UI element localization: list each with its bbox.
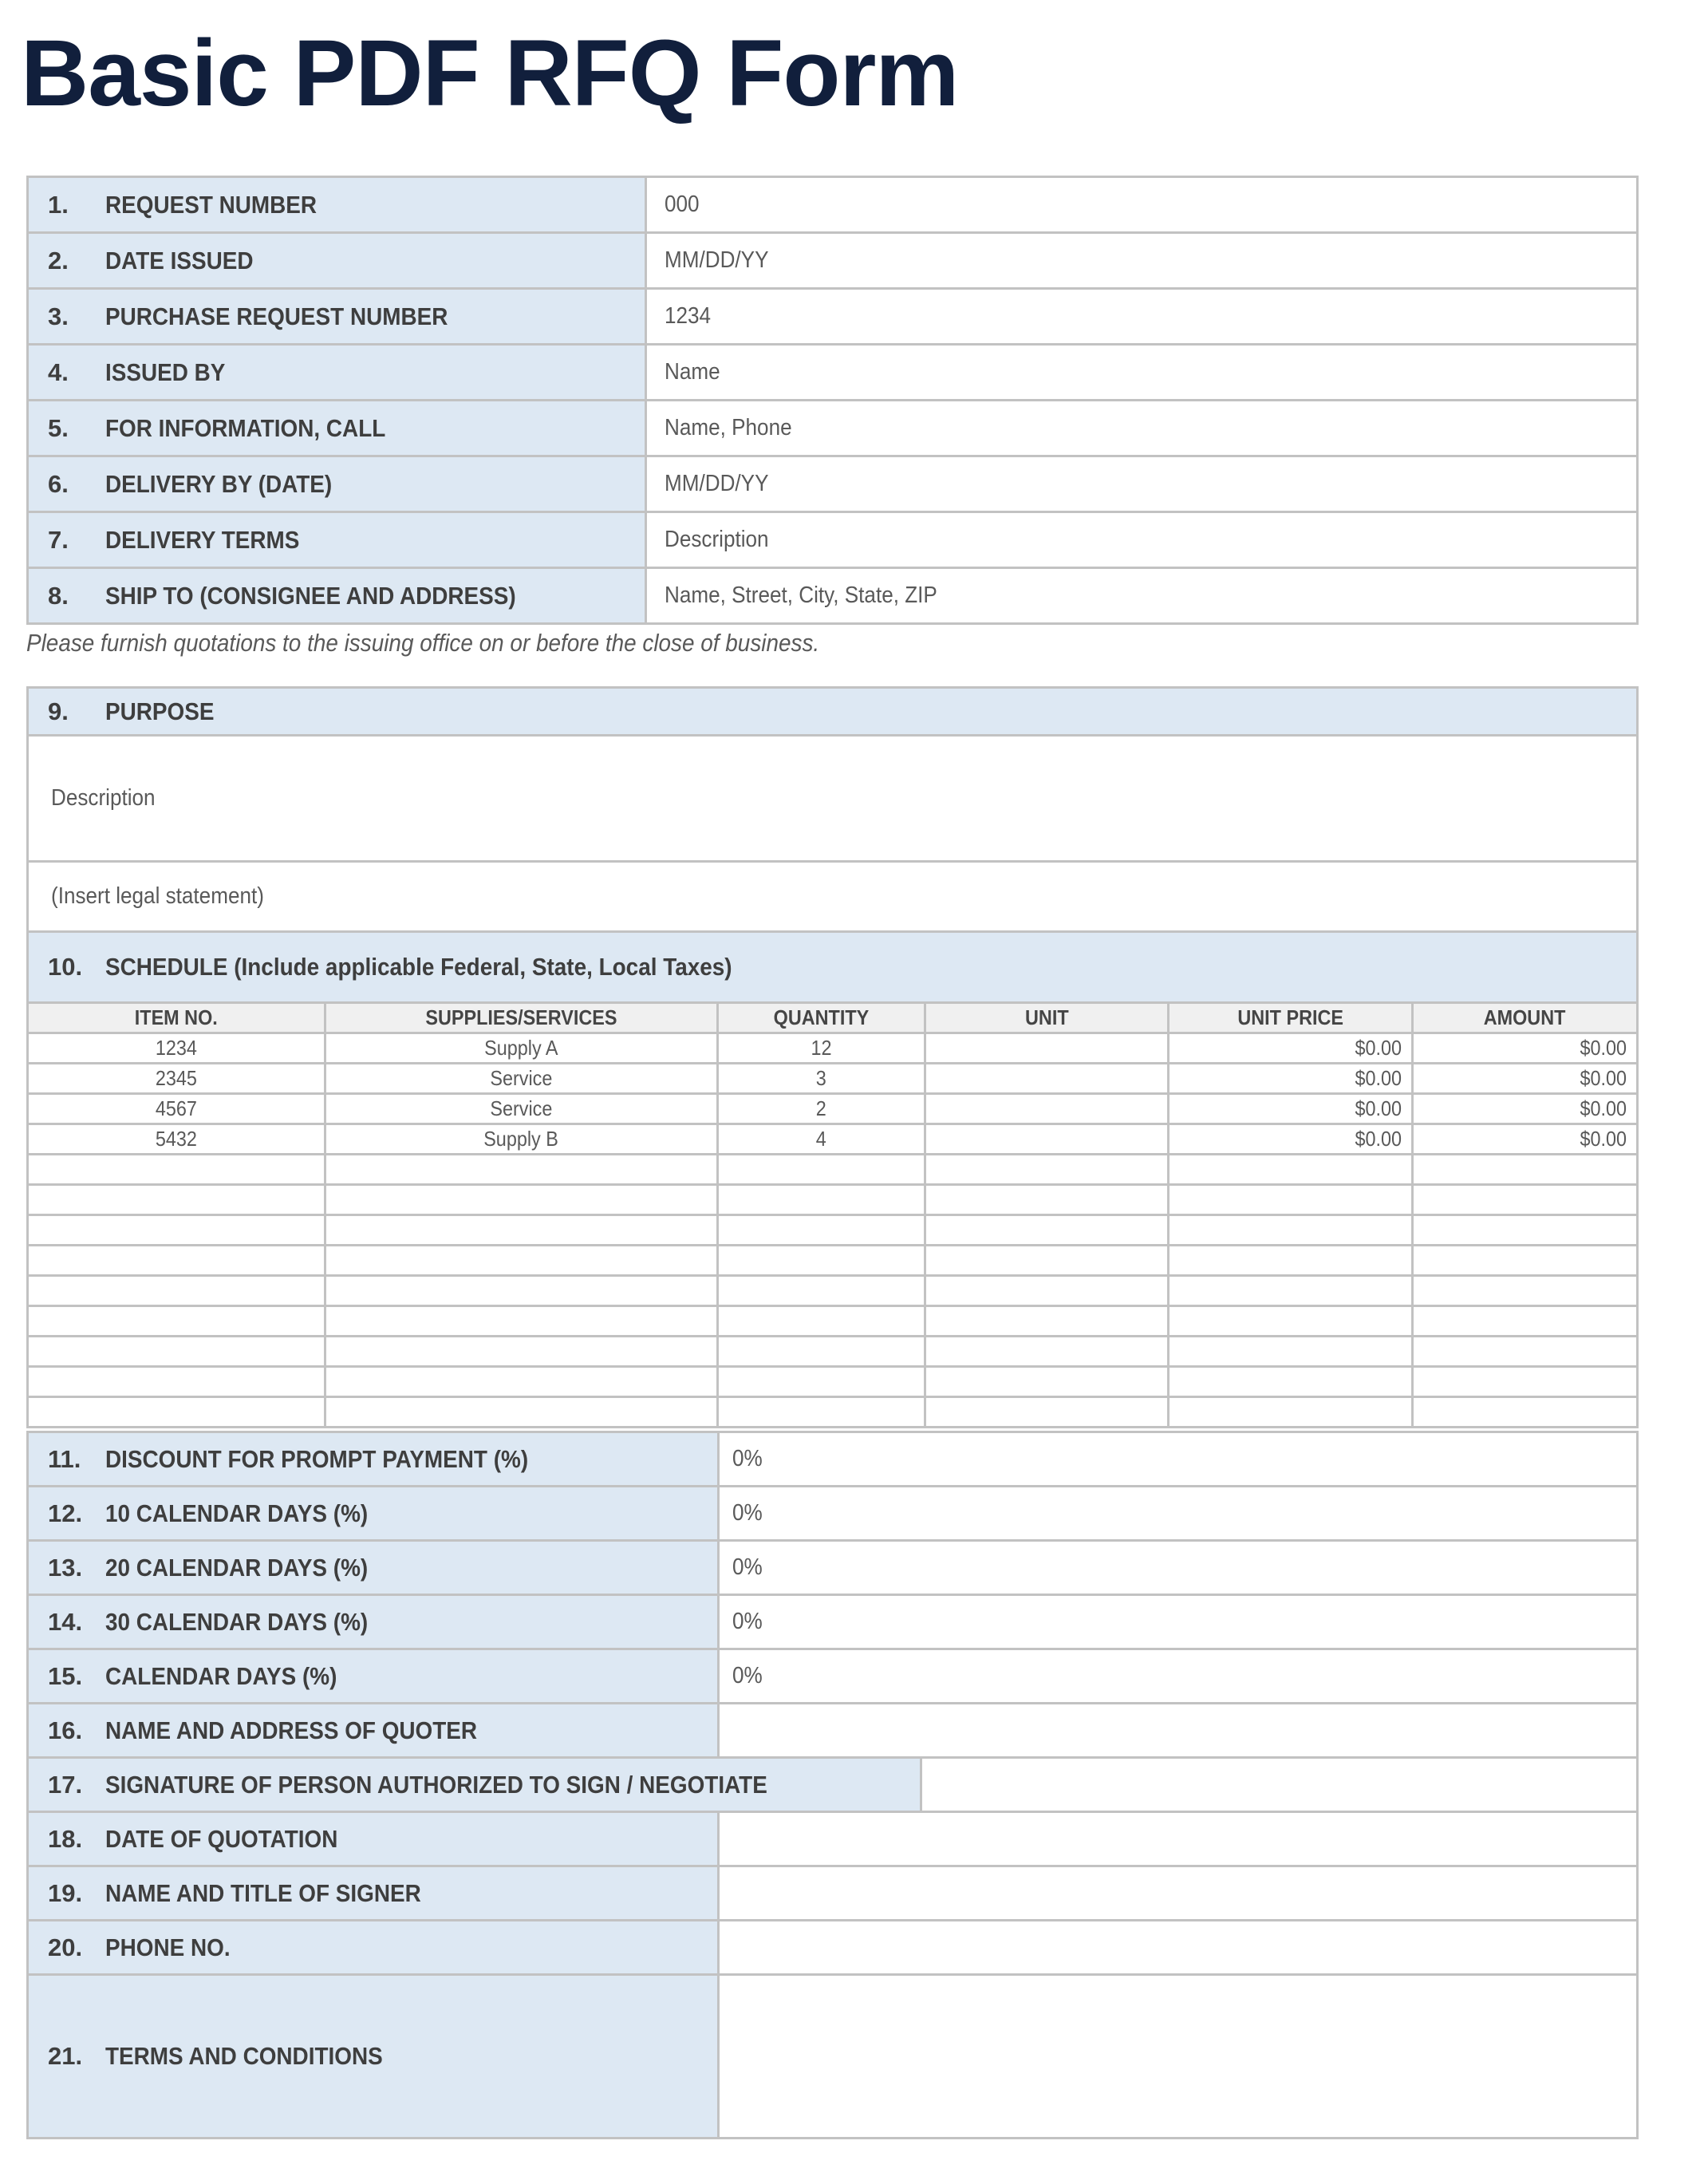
schedule-cell-quantity[interactable]: 12 [718, 1033, 925, 1064]
info-row [28, 401, 1638, 456]
column-header-unit-price: UNIT PRICE [1169, 1003, 1413, 1033]
column-header-supplies-services: SUPPLIES/SERVICES [325, 1003, 718, 1033]
purpose-description-row [28, 736, 1638, 862]
row-number: 7. [48, 525, 69, 554]
row-number: 1. [48, 190, 69, 219]
field-label: 17. SIGNATURE OF PERSON AUTHORIZED TO SIGN / NEGOTIATE [28, 1758, 921, 1812]
field-value[interactable]: Name [646, 345, 1638, 401]
schedule-empty-row [28, 1337, 1638, 1367]
page-title: Basic PDF RFQ Form [21, 21, 959, 126]
field-value[interactable]: 0% [719, 1541, 1638, 1595]
field-label: 13. 20 CALENDAR DAYS (%) [28, 1541, 719, 1595]
field-label: 11. DISCOUNT FOR PROMPT PAYMENT (%) [28, 1432, 719, 1487]
field-value[interactable]: Description [646, 512, 1638, 568]
schedule-cell-unit-price[interactable]: $0.00 [1169, 1033, 1413, 1064]
schedule-cell-unit[interactable] [925, 1033, 1169, 1064]
row-number: 19. [48, 1878, 83, 1907]
schedule-cell-unit[interactable] [925, 1094, 1169, 1124]
field-label: 5. FOR INFORMATION, CALL [28, 401, 646, 456]
schedule-row [28, 1064, 1638, 1094]
detail-row [28, 1921, 1638, 1975]
row-number: 15. [48, 1661, 83, 1690]
info-row [28, 345, 1638, 401]
schedule-row [28, 1124, 1638, 1155]
column-header-item-no: ITEM NO. [28, 1003, 325, 1033]
column-header-quantity: QUANTITY [718, 1003, 925, 1033]
field-label: 19. NAME AND TITLE OF SIGNER [28, 1866, 719, 1921]
schedule-empty-row [28, 1276, 1638, 1306]
field-label: 1. REQUEST NUMBER [28, 177, 646, 233]
schedule-cell-amount[interactable]: $0.00 [1413, 1124, 1638, 1155]
info-row [28, 512, 1638, 568]
field-label: 7. DELIVERY TERMS [28, 512, 646, 568]
field-label: 6. DELIVERY BY (DATE) [28, 456, 646, 512]
field-value[interactable]: 0% [719, 1432, 1638, 1487]
info-row [28, 456, 1638, 512]
row-number: 3. [48, 302, 69, 330]
detail-row [28, 1649, 1638, 1704]
row-number: 17. [48, 1770, 83, 1799]
purpose-table [26, 686, 1639, 1004]
field-label: 14. 30 CALENDAR DAYS (%) [28, 1595, 719, 1649]
field-value[interactable]: 0% [719, 1595, 1638, 1649]
field-value[interactable]: Name, Street, City, State, ZIP [646, 568, 1638, 624]
detail-table [26, 1431, 1639, 2139]
field-label: 4. ISSUED BY [28, 345, 646, 401]
field-value[interactable] [719, 1866, 1638, 1921]
row-number: 14. [48, 1607, 83, 1636]
row-number: 16. [48, 1716, 83, 1744]
row-number: 18. [48, 1824, 83, 1853]
schedule-cell-quantity[interactable]: 2 [718, 1094, 925, 1124]
schedule-header-row [28, 932, 1638, 1003]
schedule-cell-amount[interactable]: $0.00 [1413, 1064, 1638, 1094]
schedule-cell-amount[interactable]: $0.00 [1413, 1094, 1638, 1124]
field-label: 3. PURCHASE REQUEST NUMBER [28, 289, 646, 345]
schedule-empty-row [28, 1246, 1638, 1276]
row-number: 5. [48, 413, 69, 442]
schedule-cell-supplies[interactable]: Supply A [325, 1033, 718, 1064]
row-number: 13. [48, 1553, 83, 1582]
schedule-cell-supplies[interactable]: Service [325, 1064, 718, 1094]
legal-statement-row [28, 862, 1638, 932]
schedule-row [28, 1033, 1638, 1064]
field-value[interactable]: 0% [719, 1649, 1638, 1704]
schedule-cell-unit-price[interactable]: $0.00 [1169, 1094, 1413, 1124]
schedule-cell-supplies[interactable]: Service [325, 1094, 718, 1124]
schedule-empty-row [28, 1367, 1638, 1397]
field-label: 16. NAME AND ADDRESS OF QUOTER [28, 1704, 719, 1758]
schedule-empty-row [28, 1306, 1638, 1337]
field-value[interactable]: MM/DD/YY [646, 233, 1638, 289]
field-value[interactable]: MM/DD/YY [646, 456, 1638, 512]
terms-field[interactable] [719, 1975, 1638, 2139]
detail-row [28, 1866, 1638, 1921]
row-number: 12. [48, 1499, 83, 1527]
detail-row [28, 1704, 1638, 1758]
schedule-empty-row [28, 1397, 1638, 1428]
row-number: 21. [48, 2042, 83, 2070]
schedule-cell-item-no[interactable]: 2345 [28, 1064, 325, 1094]
schedule-cell-item-no[interactable]: 4567 [28, 1094, 325, 1124]
row-number: 6. [48, 469, 69, 498]
purpose-description-field[interactable]: Description [28, 736, 1638, 862]
schedule-cell-quantity[interactable]: 3 [718, 1064, 925, 1094]
field-value[interactable] [719, 1704, 1638, 1758]
field-label: 21. TERMS AND CONDITIONS [28, 1975, 719, 2139]
row-number: 11. [48, 1444, 81, 1473]
info-row [28, 568, 1638, 624]
purpose-header: 9. PURPOSE [28, 688, 1638, 736]
row-number: 4. [48, 357, 69, 386]
schedule-cell-item-no[interactable]: 1234 [28, 1033, 325, 1064]
info-row [28, 233, 1638, 289]
detail-row [28, 1487, 1638, 1541]
schedule-cell-unit-price[interactable]: $0.00 [1169, 1124, 1413, 1155]
field-label: 2. DATE ISSUED [28, 233, 646, 289]
field-label: 20. PHONE NO. [28, 1921, 719, 1975]
info-row [28, 177, 1638, 233]
field-value[interactable]: 000 [646, 177, 1638, 233]
detail-row [28, 1595, 1638, 1649]
schedule-cell-unit[interactable] [925, 1064, 1169, 1094]
row-number: 10. [48, 953, 83, 981]
field-value[interactable] [719, 1812, 1638, 1866]
schedule-cell-quantity[interactable]: 4 [718, 1124, 925, 1155]
field-value[interactable]: 1234 [646, 289, 1638, 345]
schedule-cell-unit-price[interactable]: $0.00 [1169, 1064, 1413, 1094]
field-value[interactable]: Name, Phone [646, 401, 1638, 456]
schedule-cell-unit[interactable] [925, 1124, 1169, 1155]
row-number: 20. [48, 1933, 83, 1961]
purpose-header-row [28, 688, 1638, 736]
schedule-cell-amount[interactable]: $0.00 [1413, 1033, 1638, 1064]
row-number: 9. [48, 697, 69, 725]
field-label: 12. 10 CALENDAR DAYS (%) [28, 1487, 719, 1541]
field-label: 18. DATE OF QUOTATION [28, 1812, 719, 1866]
field-value[interactable] [719, 1921, 1638, 1975]
field-label: 15. CALENDAR DAYS (%) [28, 1649, 719, 1704]
info-row [28, 289, 1638, 345]
field-value[interactable]: 0% [719, 1487, 1638, 1541]
column-header-amount: AMOUNT [1413, 1003, 1638, 1033]
field-label: 8. SHIP TO (CONSIGNEE AND ADDRESS) [28, 568, 646, 624]
schedule-empty-row [28, 1155, 1638, 1185]
schedule-empty-row [28, 1215, 1638, 1246]
schedule-column-header-row [28, 1003, 1638, 1033]
detail-row [28, 1812, 1638, 1866]
signature-field[interactable] [921, 1758, 1638, 1812]
quotation-note: Please furnish quotations to the issuing office on or before the close of business. [26, 629, 820, 657]
legal-statement-field[interactable]: (Insert legal statement) [28, 862, 1638, 932]
schedule-table [26, 1001, 1639, 1428]
row-number: 2. [48, 246, 69, 274]
schedule-cell-item-no[interactable]: 5432 [28, 1124, 325, 1155]
detail-row [28, 1758, 1638, 1812]
detail-row [28, 1432, 1638, 1487]
schedule-empty-row [28, 1185, 1638, 1215]
schedule-row [28, 1094, 1638, 1124]
column-header-unit: UNIT [925, 1003, 1169, 1033]
info-table [26, 176, 1639, 625]
row-number: 8. [48, 581, 69, 610]
detail-row [28, 1541, 1638, 1595]
detail-row [28, 1975, 1638, 2139]
schedule-header: 10. SCHEDULE (Include applicable Federal, State, Local Taxes) [28, 932, 1638, 1003]
schedule-cell-supplies[interactable]: Supply B [325, 1124, 718, 1155]
